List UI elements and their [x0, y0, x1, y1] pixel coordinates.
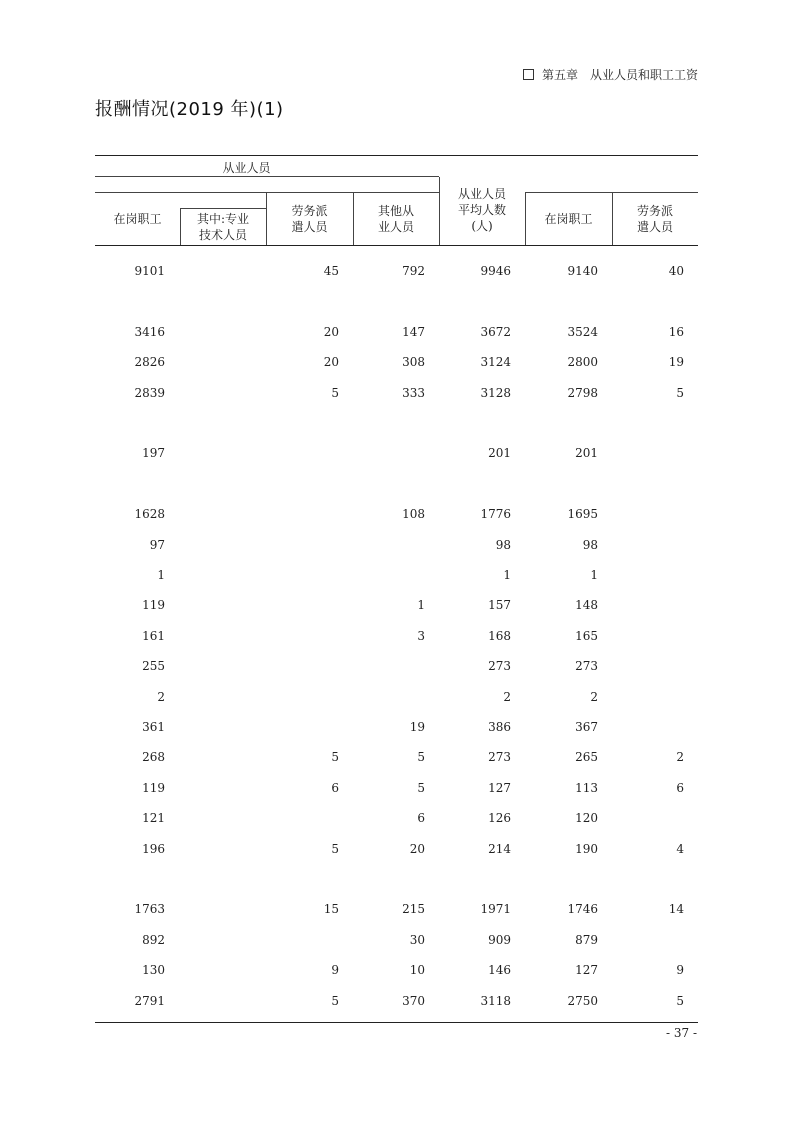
cell-staff: 9101 [134, 264, 165, 278]
cell-staff: 2791 [134, 993, 165, 1008]
cell-staff: 2 [157, 689, 165, 704]
cell-dispatch2: 4 [676, 841, 684, 856]
cell-staff2: 2798 [567, 385, 598, 400]
table-row [95, 264, 698, 284]
cell-avg: 168 [488, 628, 511, 643]
cell-staff: 361 [142, 720, 165, 734]
cell-dispatch: 9 [331, 963, 339, 978]
cell-avg: 273 [488, 750, 511, 765]
cell-staff: 1 [157, 568, 165, 582]
col-header-prof-line1: 其中:专业 [196, 212, 250, 226]
cell-dispatch: 5 [331, 385, 339, 400]
cell-avg: 127 [488, 780, 511, 795]
table-row [95, 629, 698, 649]
table-row [95, 386, 698, 406]
cell-staff2: 1695 [567, 507, 598, 522]
col-header-dispatch-line2: 遣人员 [291, 220, 328, 234]
cell-staff2: 9140 [567, 264, 598, 278]
col-header-dispatch-line1: 劳务派 [291, 204, 328, 218]
cell-avg: 2 [503, 689, 511, 704]
cell-dispatch2: 14 [668, 902, 684, 917]
table-row [95, 811, 698, 831]
cell-staff: 161 [142, 628, 165, 643]
cell-other: 108 [402, 507, 425, 522]
table-row [95, 690, 698, 710]
cell-avg: 3118 [480, 993, 511, 1008]
cell-staff2: 127 [575, 963, 598, 978]
cell-staff: 130 [142, 963, 165, 978]
cell-staff2: 190 [575, 841, 598, 856]
cell-staff: 119 [142, 598, 165, 613]
cell-staff2: 2800 [567, 355, 598, 370]
page-title: 报酬情况(2019 年)(1) [95, 99, 284, 120]
cell-avg: 146 [488, 963, 511, 978]
cell-other: 30 [409, 932, 425, 947]
cell-staff2: 120 [575, 811, 598, 826]
footer-rule [95, 1022, 698, 1023]
table-row [95, 325, 698, 345]
cell-avg: 1776 [480, 507, 511, 522]
col-header-staff: 在岗职工 [113, 212, 162, 226]
cell-staff2: 367 [575, 720, 598, 734]
cell-staff2: 113 [575, 780, 598, 795]
cell-dispatch2: 5 [676, 993, 684, 1008]
cell-staff2: 98 [582, 537, 598, 552]
cell-staff: 196 [142, 841, 165, 856]
cell-avg: 98 [495, 537, 511, 552]
cell-staff2: 3524 [567, 324, 598, 339]
table-row [95, 842, 698, 862]
cell-dispatch: 6 [331, 780, 339, 795]
cell-staff: 119 [142, 780, 165, 795]
col-header-avg-line1: 从业人员 [457, 187, 506, 201]
cell-staff: 255 [142, 659, 165, 674]
cell-dispatch2: 19 [668, 355, 684, 370]
cell-other: 1 [417, 598, 425, 613]
cell-staff2: 265 [575, 750, 598, 765]
header-divider-2 [95, 192, 439, 193]
table-row [95, 659, 698, 679]
cell-staff2: 1 [590, 568, 598, 582]
col-header-avg-line3: (人) [471, 219, 493, 233]
col-header-dispatch2 [612, 203, 698, 235]
col-header-avg [439, 186, 525, 234]
table-row [95, 750, 698, 770]
cell-dispatch: 20 [323, 324, 339, 339]
cell-dispatch2: 2 [676, 750, 684, 765]
cell-staff: 268 [142, 750, 165, 765]
cell-staff: 3416 [134, 324, 165, 339]
cell-avg: 3124 [480, 355, 511, 370]
cell-dispatch: 5 [331, 750, 339, 765]
col-header-avg-line2: 平均人数 [457, 203, 506, 217]
cell-staff: 197 [142, 446, 165, 461]
cell-avg: 157 [488, 598, 511, 613]
cell-avg: 214 [488, 841, 511, 856]
cell-avg: 1971 [480, 902, 511, 917]
col-header-other-line1: 其他从 [377, 204, 414, 218]
cell-avg: 909 [488, 932, 511, 947]
cell-other: 370 [402, 993, 425, 1008]
header-bottom-rule [95, 245, 698, 246]
col-header-other-line2: 业人员 [377, 220, 414, 234]
cell-staff: 121 [142, 811, 165, 826]
table-row [95, 781, 698, 801]
group-header-employees: 从业人员 [222, 161, 271, 175]
table-row [95, 994, 698, 1014]
cell-staff2: 2 [590, 689, 598, 704]
col-header-prof-line2: 技术人员 [198, 228, 247, 242]
cell-other: 20 [409, 841, 425, 856]
col-header-dispatch2-line1: 劳务派 [636, 204, 673, 218]
cell-staff2: 1746 [567, 902, 598, 917]
header-prof-top [180, 208, 266, 209]
cell-staff: 1763 [134, 902, 165, 917]
cell-staff: 1628 [134, 507, 165, 522]
cell-staff2: 165 [575, 628, 598, 643]
cell-dispatch2: 40 [668, 264, 684, 278]
cell-other: 308 [402, 355, 425, 370]
running-head [523, 66, 698, 83]
chapter-title: 第五章 从业人员和职工工资 [541, 68, 698, 82]
cell-other: 5 [417, 750, 425, 765]
cell-staff2: 148 [575, 598, 598, 613]
col-header-prof [180, 211, 266, 243]
cell-avg: 3672 [480, 324, 511, 339]
col-header-staff2: 在岗职工 [544, 212, 593, 226]
cell-other: 147 [402, 324, 425, 339]
table-row [95, 902, 698, 922]
table-row [95, 933, 698, 953]
cell-dispatch: 5 [331, 993, 339, 1008]
table-row [95, 720, 698, 740]
cell-other: 333 [402, 385, 425, 400]
cell-dispatch: 20 [323, 355, 339, 370]
table-row [95, 538, 698, 558]
cell-other: 19 [409, 720, 425, 734]
cell-dispatch2: 5 [676, 385, 684, 400]
cell-avg: 3128 [480, 385, 511, 400]
cell-staff2: 2750 [567, 993, 598, 1008]
table-row [95, 963, 698, 983]
cell-staff: 2826 [134, 355, 165, 370]
cell-other: 3 [417, 628, 425, 643]
cell-staff2: 273 [575, 659, 598, 674]
cell-other: 10 [409, 963, 425, 978]
cell-avg: 9946 [480, 264, 511, 278]
cell-other: 215 [402, 902, 425, 917]
cell-avg: 1 [503, 568, 511, 582]
cell-staff2: 879 [575, 932, 598, 947]
col-header-dispatch2-line2: 遣人员 [636, 220, 673, 234]
table-row [95, 507, 698, 527]
table-top-rule [95, 155, 698, 156]
cell-other: 5 [417, 780, 425, 795]
cell-other: 792 [402, 264, 425, 278]
cell-staff: 892 [142, 932, 165, 947]
cell-avg: 201 [488, 446, 511, 461]
table-row [95, 446, 698, 466]
page-number: - 37 - [665, 1026, 697, 1040]
header-divider-1 [95, 176, 439, 177]
cell-dispatch2: 9 [676, 963, 684, 978]
cell-avg: 273 [488, 659, 511, 674]
cell-staff2: 201 [575, 446, 598, 461]
cell-dispatch: 15 [323, 902, 339, 917]
cell-dispatch2: 16 [668, 324, 684, 339]
cell-staff: 97 [149, 537, 165, 552]
cell-staff: 2839 [134, 385, 165, 400]
table-row [95, 355, 698, 375]
cell-dispatch: 45 [323, 264, 339, 278]
col-header-dispatch [266, 203, 353, 235]
cell-dispatch2: 6 [676, 780, 684, 795]
cell-avg: 126 [488, 811, 511, 826]
table-row [95, 568, 698, 588]
table-row [95, 598, 698, 618]
cell-dispatch: 5 [331, 841, 339, 856]
cell-avg: 386 [488, 720, 511, 734]
cell-other: 6 [417, 811, 425, 826]
square-icon [523, 69, 534, 80]
col-header-other [353, 203, 439, 235]
